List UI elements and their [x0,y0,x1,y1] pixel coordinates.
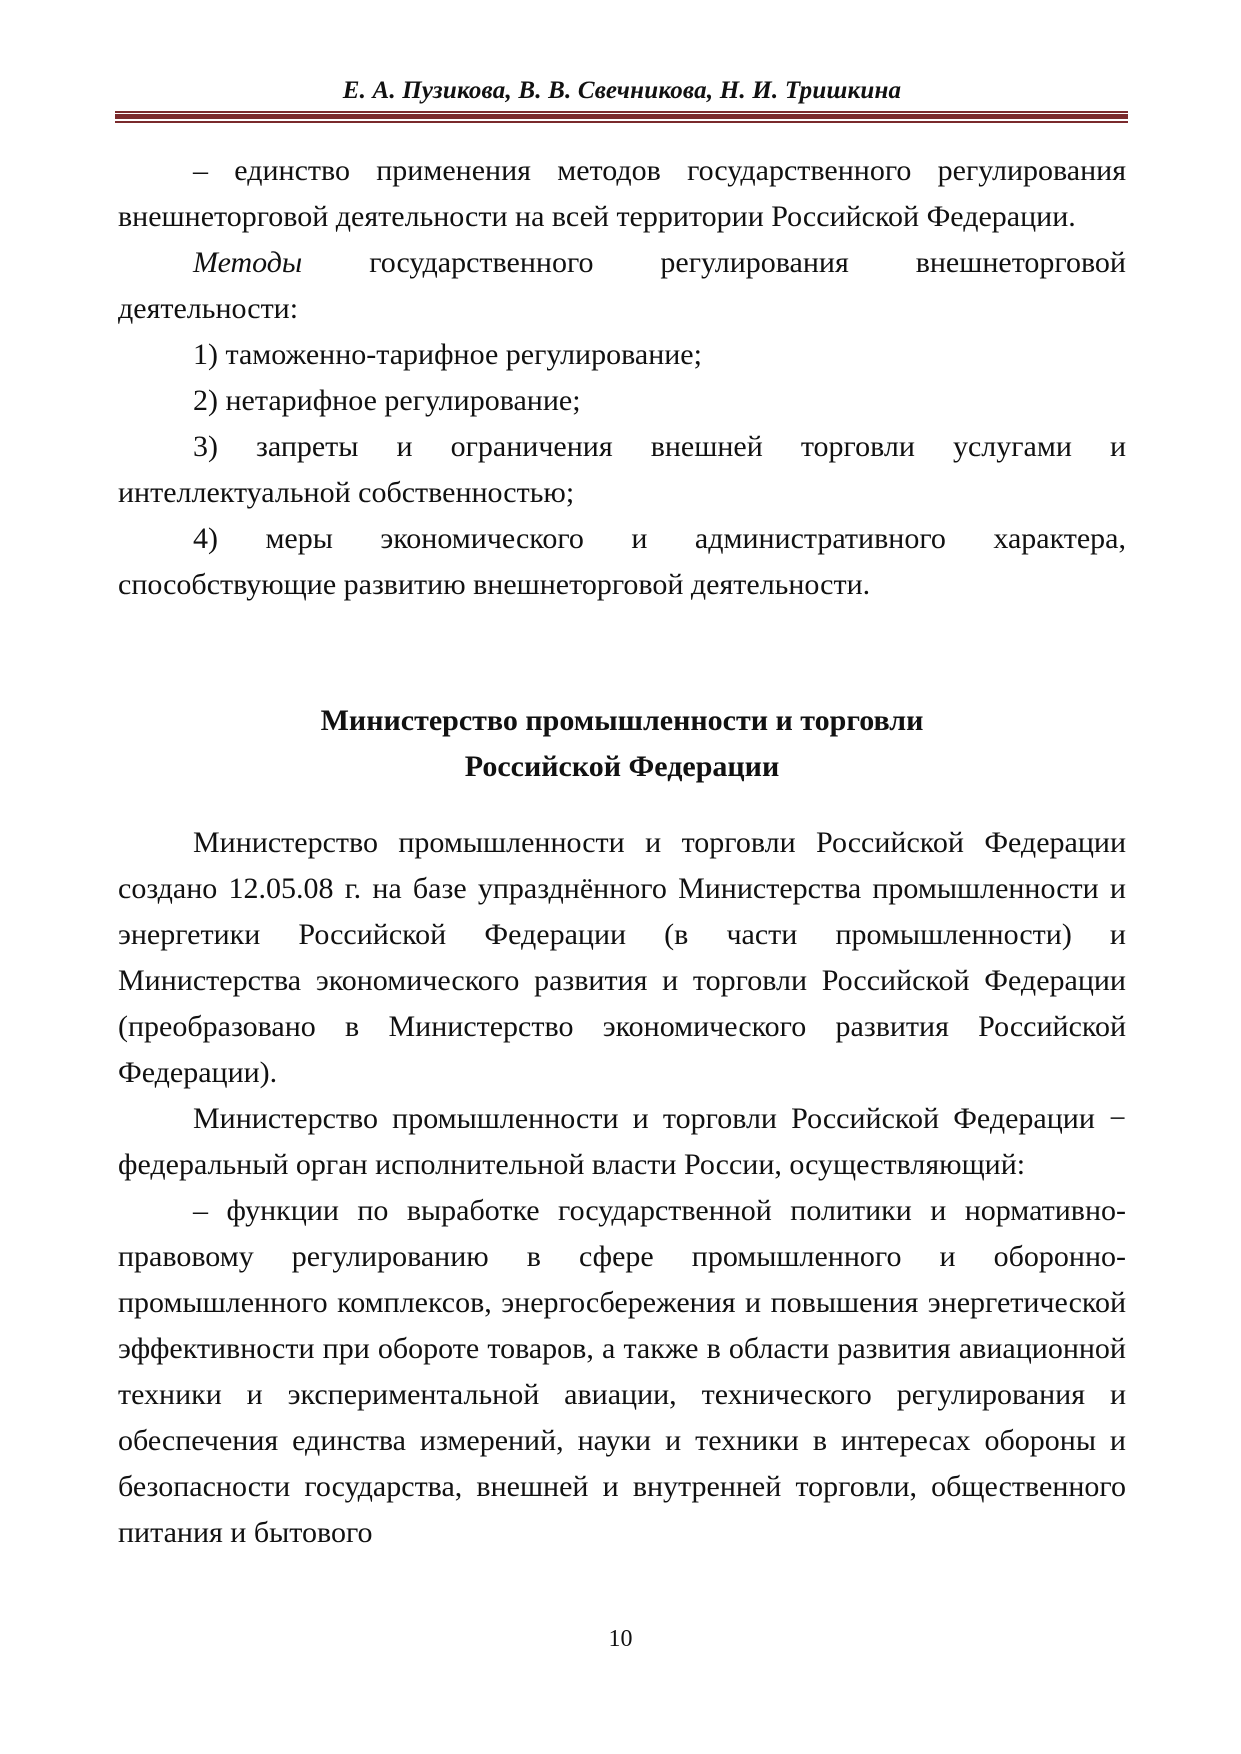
methods-term: Методы [193,246,303,279]
section-heading [118,698,1126,790]
list-item-2: 2) нетарифное регулирование; [193,384,581,417]
list-item-4: 4) меры экономического и административного характера, способствующие развитию внешнеторговой деятельности. [118,522,1126,601]
paragraph-unity-of-methods: – единство применения методов государственного регулирования внешнеторговой деятельности на всей территории Российской Федерации. [118,154,1126,233]
paragraph-ministry-creation: Министерство промышленности и торговли Российской Федерации создано 12.05.08 г. на базе упразднённого Министерства промышленности и энергетики Российской Федерации (в части промышленности) и Министерства экономического развития и торговли Российской Федерации (преобразовано в Министерство экономического развития Российской Федерации). [118,826,1126,1089]
header-rule-thick [115,114,1128,119]
paragraph-methods-intro [118,240,1126,332]
header-rule-thin-bottom [115,121,1128,123]
paragraph-ministry-functions: – функции по выработке государственной политики и нормативно-правовому регулированию в сфере промышленного и оборонно-промышленного комплексов, энергосбережения и повышения энергетической эффективности при обороте товаров, а также в области развития авиационной техники и экспериментальной авиации, технического регулирования и обеспечения единства измерений, науки и техники в интересах обороны и безопасности государства, внешней и внутренней торговли, общественного питания и бытового [118,1194,1126,1549]
section-heading-line-2: Российской Федерации [464,750,780,783]
paragraph-ministry-definition: Министерство промышленности и торговли Российской Федерации − федеральный орган исполнительной власти России, осуществляющий: [118,1102,1126,1181]
running-header-authors: Е. А. Пузикова, В. В. Свечникова, Н. И. Тришкина [342,77,902,104]
list-item-1: 1) таможенно-тарифное регулирование; [193,338,702,371]
list-item-3: 3) запреты и ограничения внешней торговли услугами и интеллектуальной собственностью; [118,430,1126,509]
header-rule-thin-top [115,111,1128,113]
page-number: 10 [608,1626,633,1652]
section-heading-line-1: Министерство промышленности и торговли [320,704,924,737]
text-block-methods [118,148,1126,608]
methods-intro-text: государственного регулирования внешнеторговой деятельности: [118,246,1126,325]
text-block-ministry [118,820,1126,1556]
